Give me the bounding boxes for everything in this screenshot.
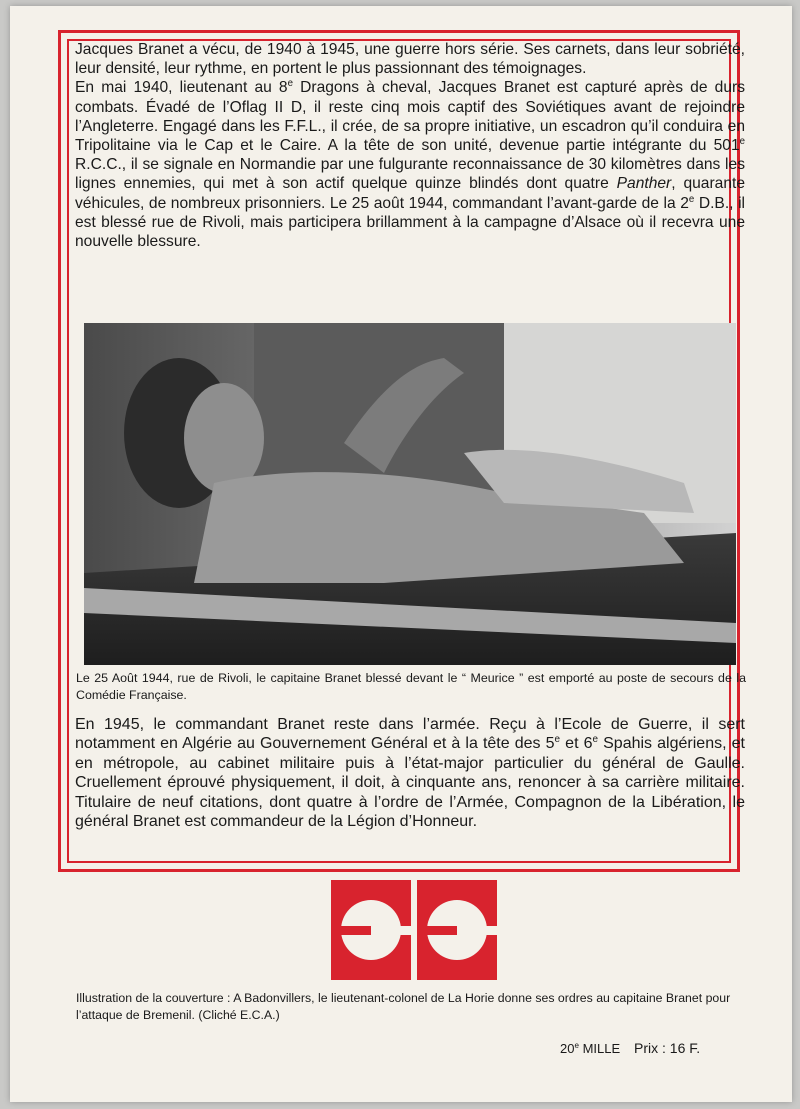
career-part-b: et 6 xyxy=(560,735,593,753)
print-run xyxy=(560,1041,620,1056)
print-run-and-price xyxy=(560,1040,700,1056)
publisher-monogram-svg xyxy=(331,880,497,980)
p2-panther: Panther xyxy=(616,175,672,193)
print-run-sup: e xyxy=(574,1041,579,1051)
intro-paragraph-1: Jacques Branet a vécu, de 1940 à 1945, une guerre hors série. Ses carnets, dans leur sobriété, leur densité, leur rythme, en portent le plus passionnant des témoignages. xyxy=(75,41,745,78)
print-run-word: MILLE xyxy=(578,1041,621,1056)
archival-photo xyxy=(84,323,736,665)
career-sup-1: e xyxy=(554,734,561,746)
p2-part-d: , quarante véhicules, de nombreux prisonniers. Le 25 août 1944, commandant l’avant-garde de la 2 xyxy=(75,175,745,212)
p2-part-b: Dragons à cheval, Jacques Branet est capturé après de durs combats. Évadé de l’Oflag II D, il reste cinq mois captif des Soviétiques avant de rejoindre l’Angleterre. Engagé dans les F.F.L., il crée, de sa propre initiative, un escadron qu’il conduira en Tripolitaine via le Cap et le Caire. A la tête de son unité, devenue partie intégrante du 501 xyxy=(75,79,746,155)
p2-sup-1: e xyxy=(287,78,293,90)
p2-part-e: D.B., il est blessé rue de Rivoli, mais participera brillamment à la campagne d’Alsace où il recevra une nouvelle blessure. xyxy=(75,194,745,251)
photo-illustration xyxy=(84,323,736,665)
p2-sup-3: e xyxy=(688,193,695,205)
publisher-monogram-icon xyxy=(331,880,497,980)
price: Prix : 16 F. xyxy=(634,1040,701,1056)
intro-paragraph-2 xyxy=(75,78,745,251)
cover-illustration-credit: Illustration de la couverture : A Badonvillers, le lieutenant-colonel de La Horie donne ses ordres au capitaine Branet pour l’attaque de Bremenil. (Cliché E.C.A.) xyxy=(76,991,731,1022)
p2-part-c: R.C.C., il se signale en Normandie par une fulgurante reconnaissance de 30 kilomètres dans les lignes ennemies, qui met à son actif quelque quinze blindés dont quatre xyxy=(75,156,745,193)
intro-text xyxy=(75,40,745,251)
career-part-a: En 1945, le commandant Branet reste dans l’armée. Reçu à l’Ecole de Guerre, il sert notamment en Algérie au Gouvernement Général et à la tête des 5 xyxy=(75,716,745,753)
career-part-c: Spahis algériens, et en métropole, au cabinet militaire puis à l’état-major particulier du général de Gaulle. Cruellement éprouvé physiquement, il doit, à cinquante ans, renoncer à sa carrière militaire. Titulaire de neuf citations, dont quatre à l’ordre de l’Armée, Compagnon de la Libération, le général Branet est commandeur de la Légion d’Honneur. xyxy=(75,735,745,831)
career-sup-2: e xyxy=(592,734,599,746)
career-paragraph xyxy=(75,715,745,831)
photo-caption: Le 25 Août 1944, rue de Rivoli, le capitaine Branet blessé devant le “ Meurice ” est emporté au poste de secours de la Comédie Française. xyxy=(76,671,746,702)
print-run-number: 20 xyxy=(560,1041,575,1056)
career-text xyxy=(75,715,745,831)
p2-part-a: En mai 1940, lieutenant au 8 xyxy=(75,79,288,97)
p2-sup-2: e xyxy=(739,136,745,148)
